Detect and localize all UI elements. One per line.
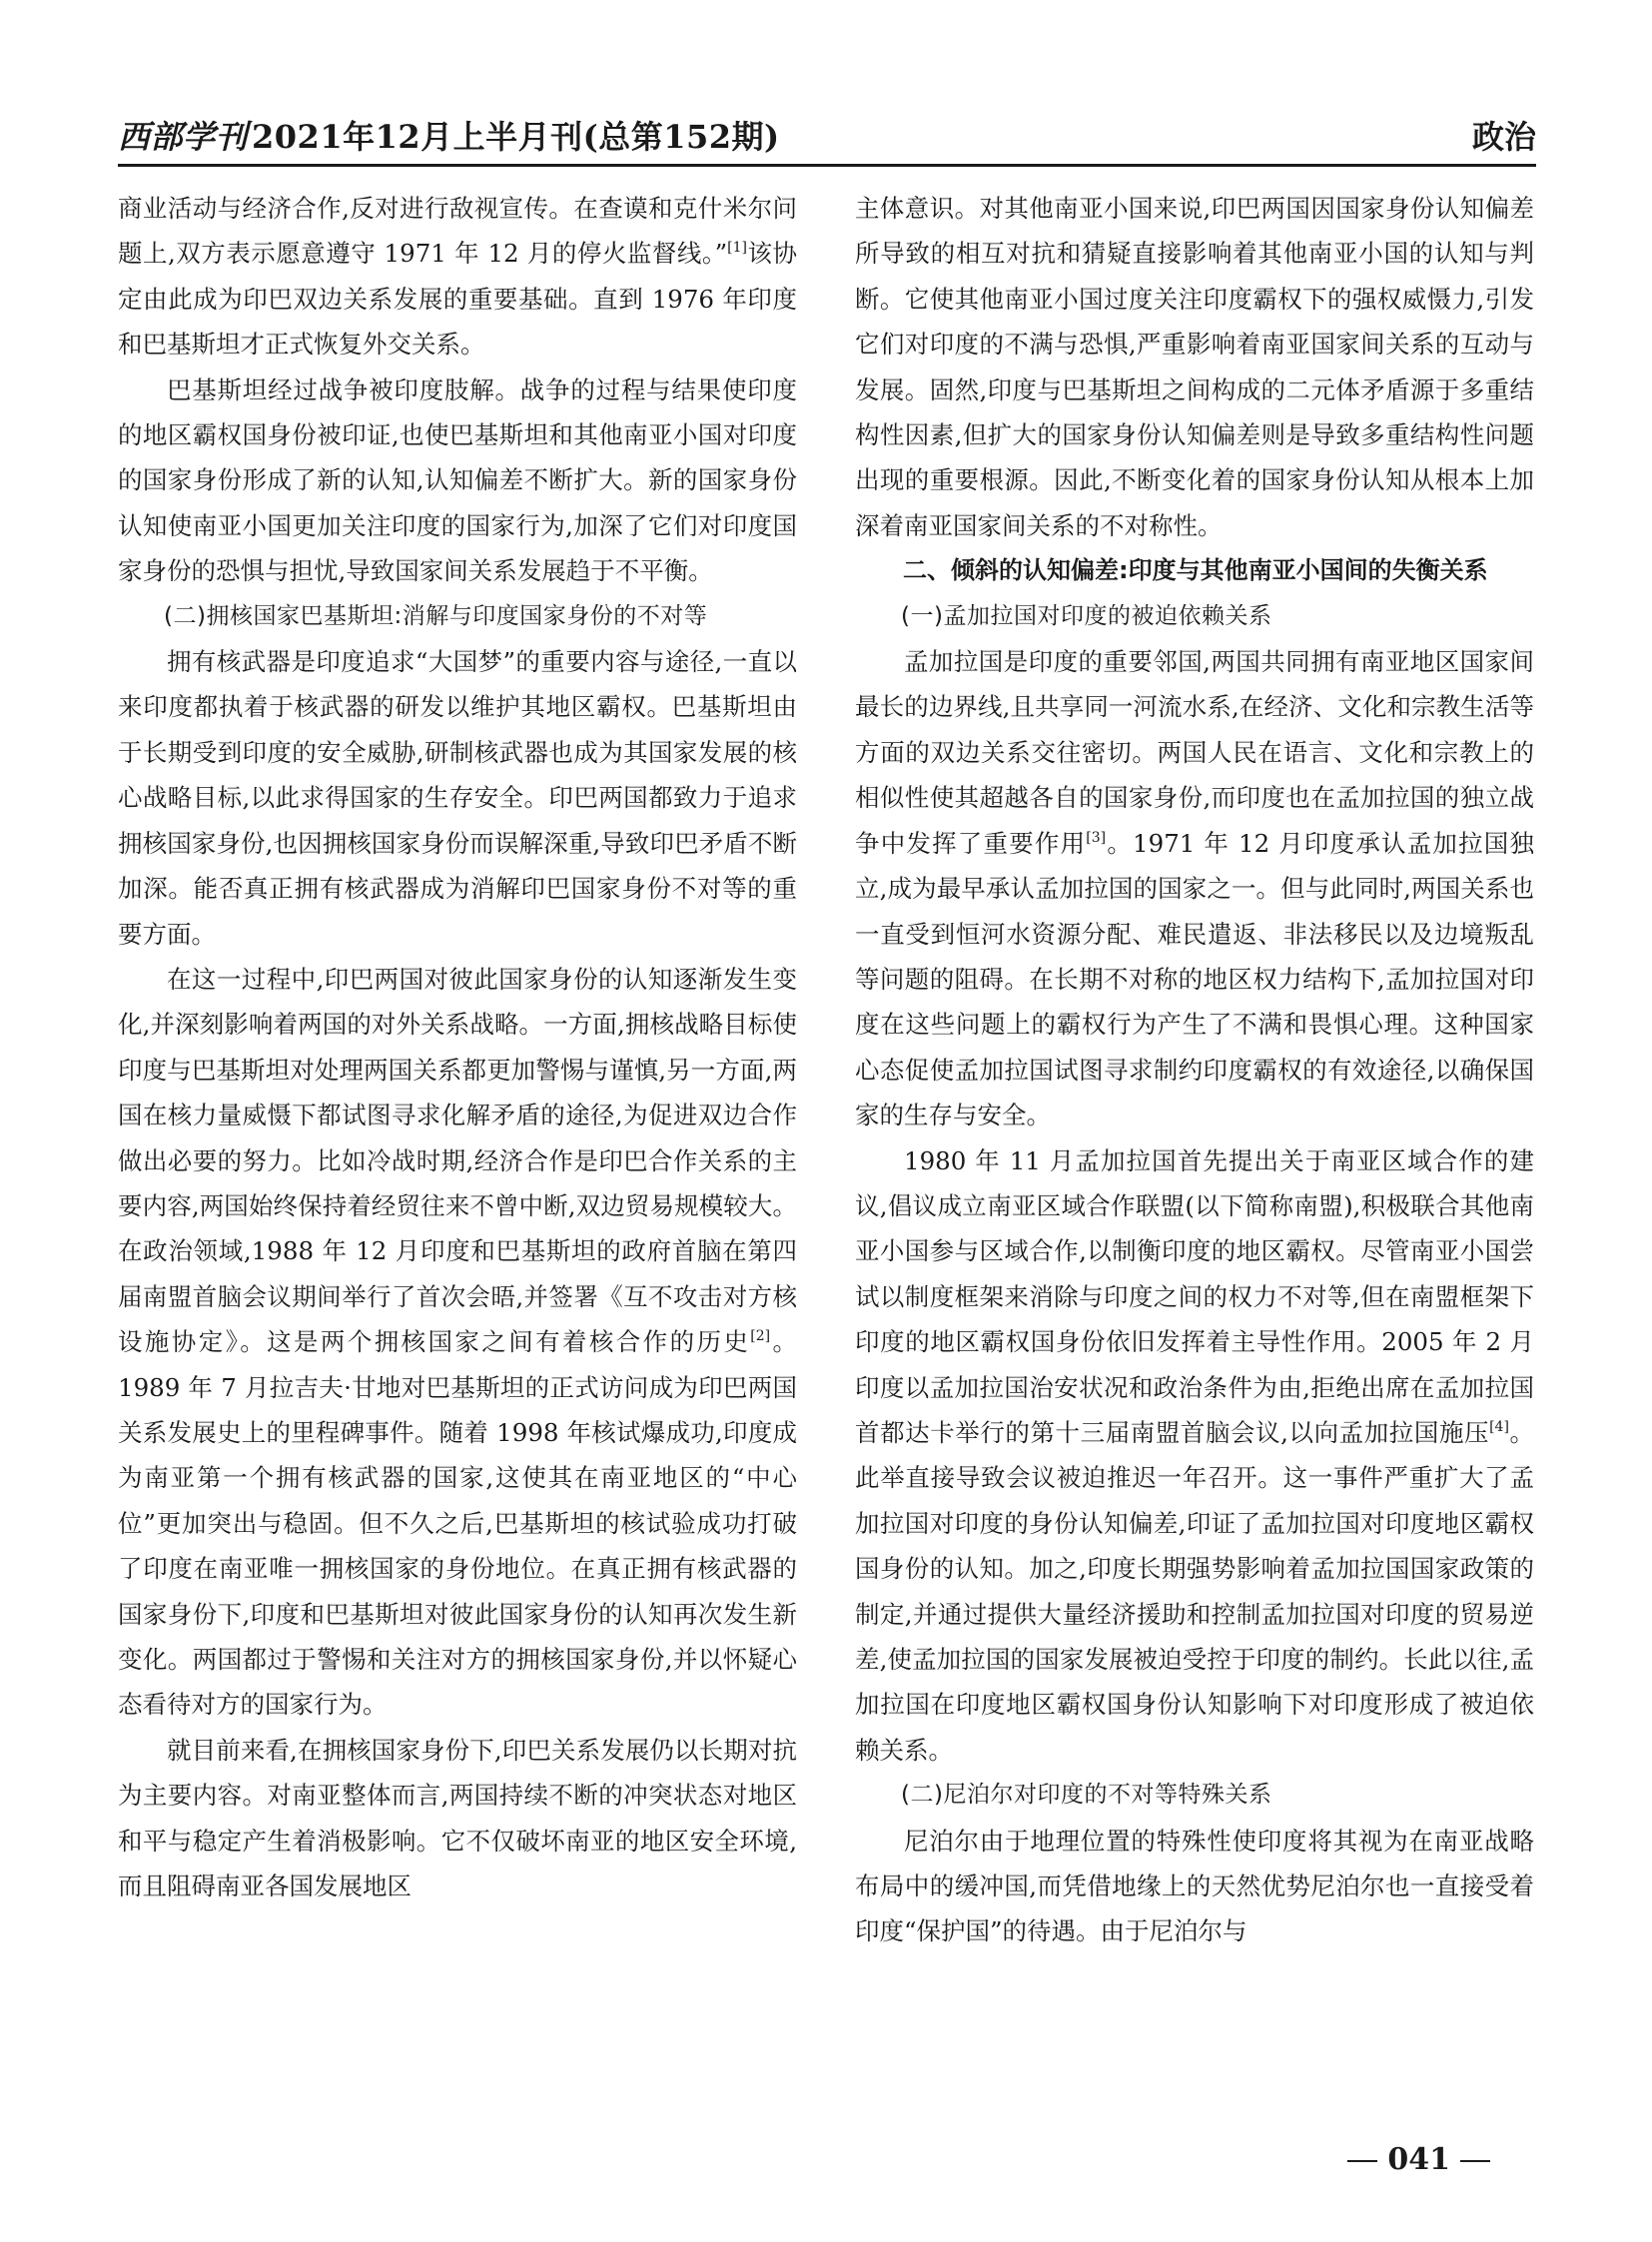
paragraph-text: 。1989 年 7 月拉吉夫·甘地对巴基斯坦的正式访问成为印巴两国关系发展史上的里程碑事件。随着 1998 年核试爆成功,印度成为南亚第一个拥有核武器的国家,这使其在南亚地区的“中心位”更加突出与稳固。但不久之后,巴基斯坦的核试验成功打破了印度在南亚唯一拥核国家的身份地位。在真正拥有核武器的国家身份下,印度和巴基斯坦对彼此国家身份的认知再次发生新变化。两国都过于警惕和关注对方的拥核国家身份,并以怀疑心态看待对方的国家行为。 [118, 1327, 798, 1720]
paragraph-text: 主体意识。对其他南亚小国来说,印巴两国因国家身份认知偏差所导致的相互对抗和猜疑直接影响着其他南亚小国的认知与判断。它使其他南亚小国过度关注印度霸权下的强权威慑力,引发它们对印度的不满与恐惧,严重影响着南亚国家间关系的互动与发展。固然,印度与巴基斯坦之间构成的二元体矛盾源于多重结构性因素,但扩大的国家身份认知偏差则是导致多重结构性问题出现的重要根源。因此,不断变化着的国家身份认知从根本上加深着南亚国家间关系的不对称性。 [855, 194, 1534, 540]
page-footer [1337, 2142, 1500, 2177]
paragraph-text: 该协定由此成为印巴双边关系发展的重要基础。直到 1976 年印度和巴基斯坦才正式恢复外交关系。 [118, 239, 797, 360]
journal-logo: 西部学刊 [118, 118, 249, 156]
section-heading [855, 548, 1534, 593]
paragraph [855, 186, 1534, 548]
paragraph-text: 。1971 年 12 月印度承认孟加拉国独立,成为最早承认孟加拉国的国家之一。但与此同时,两国关系也一直受到恒河水资源分配、难民遣返、非法移民以及边境叛乱等问题的阻碍。在长期不对称的地区权力结构下,孟加拉国对印度在这些问题上的霸权行为产生了不满和畏惧心理。这种国家心态促使孟加拉国试图寻求制约印度霸权的有效途径,以确保国家的生存与安全。 [855, 828, 1535, 1130]
paragraph-text: 拥有核武器是印度追求“大国梦”的重要内容与途径,一直以来印度都执着于核武器的研发以维护其地区霸权。巴基斯坦由于长期受到印度的安全威胁,研制核武器也成为其国家发展的核心战略目标,以此求得国家的生存安全。印巴两国都致力于追求拥核国家身份,也因拥核国家身份而误解深重,导致印巴矛盾不断加深。能否真正拥有核武器成为消解印巴国家身份不对等的重要方面。 [118, 647, 797, 949]
citation-ref: [1] [727, 240, 747, 257]
paragraph-text: 就目前来看,在拥核国家身份下,印巴关系发展仍以长期对抗为主要内容。对南亚整体而言,两国持续不断的冲突状态对地区和平与稳定产生着消极影响。它不仅破坏南亚的地区安全环境,而且阻碍南亚各国发展地区 [118, 1735, 797, 1901]
paragraph [118, 957, 797, 1728]
paragraph-text: 巴基斯坦经过战争被印度肢解。战争的过程与结果使印度的地区霸权国身份被印证,也使巴基斯坦和其他南亚小国对印度的国家身份形成了新的认知,认知偏差不断扩大。新的国家身份认知使南亚小国更加关注印度的国家行为,加深了它们对印度国家身份的恐惧与担忧,导致国家间关系发展趋于不平衡。 [118, 374, 797, 586]
paragraph [855, 639, 1534, 1137]
section-heading [118, 594, 797, 639]
paragraph-text: (二)拥核国家巴基斯坦:消解与印度国家身份的不对等 [164, 602, 708, 629]
paragraph [118, 368, 797, 594]
header-rule [118, 164, 1536, 167]
paragraph-text: 1980 年 11 月孟加拉国首先提出关于南亚区域合作的建议,倡议成立南亚区域合作联盟(以下简称南盟),积极联合其他南亚小国参与区域合作,以制衡印度的地区霸权。尽管南亚小国尝试以制度框架来消除与印度之间的权力不对等,但在南盟框架下印度的地区霸权国身份依旧发挥着主导性作用。2005 年 2 月印度以孟加拉国治安状况和政治条件为由,拒绝出席在孟加拉国首都达卡举行的第十三届南盟首脑会议,以向孟加拉国施压 [855, 1145, 1534, 1447]
paragraph [855, 1138, 1534, 1774]
citation-ref: [3] [1086, 829, 1107, 846]
left-column [118, 186, 797, 1908]
paragraph-text: 二、倾斜的认知偏差:印度与其他南亚小国间的失衡关系 [903, 556, 1488, 585]
paragraph-text: (二)尼泊尔对印度的不对等特殊关系 [901, 1782, 1272, 1809]
paragraph-text: 商业活动与经济合作,反对进行敌视宣传。在查谟和克什米尔问题上,双方表示愿意遵守 1971 年 12 月的停火监督线。” [118, 194, 797, 269]
paragraph-text: 在这一过程中,印巴两国对彼此国家身份的认知逐渐发生变化,并深刻影响着两国的对外关系战略。一方面,拥核战略目标使印度与巴基斯坦对处理两国关系都更加警惕与谨慎,另一方面,两国在核力量威慑下都试图寻求化解矛盾的途径,为促进双边合作做出必要的努力。比如冷战时期,经济合作是印巴合作关系的主要内容,两国始终保持着经贸往来不曾中断,双边贸易规模较大。在政治领域,1988 年 12 月印度和巴基斯坦的政府首脑在第四届南盟首脑会议期间举行了首次会晤,并签署《互不攻击对方核设施协定》。这是两个拥核国家之间有着核合作的历史 [118, 964, 797, 1357]
running-header [118, 112, 1536, 158]
paragraph-text: 尼泊尔由于地理位置的特殊性使印度将其视为在南亚战略布局中的缓冲国,而凭借地缘上的天然优势尼泊尔也一直接受着印度“保护国”的待遇。由于尼泊尔与 [855, 1826, 1534, 1946]
citation-ref: [2] [750, 1328, 771, 1345]
paragraph-text: 孟加拉国是印度的重要邻国,两国共同拥有南亚地区国家间最长的边界线,且共享同一河流水系,在经济、文化和宗教生活等方面的双边关系交往密切。两国人民在语言、文化和宗教上的相似性使其超越各自的国家身份,而印度也在孟加拉国的独立战争中发挥了重要作用 [855, 647, 1534, 858]
dash-left [1347, 2160, 1377, 2162]
paragraph [118, 1728, 797, 1909]
page-number: 041 [1387, 2142, 1450, 2177]
paragraph-text: 。此举直接导致会议被迫推迟一年召开。这一事件严重扩大了孟加拉国对印度的身份认知偏差,印证了孟加拉国对印度地区霸权国身份的认知。加之,印度长期强势影响着孟加拉国国家政策的制定,并通过提供大量经济援助和控制孟加拉国对印度的贸易逆差,使孟加拉国的国家发展被迫受控于印度的制约。长此以往,孟加拉国在印度地区霸权国身份认知影响下对印度形成了被迫依赖关系。 [855, 1417, 1534, 1765]
citation-ref: [4] [1489, 1418, 1509, 1435]
paragraph [118, 186, 797, 368]
issue-info: 2021年12月上半月刊(总第152期) [252, 118, 780, 156]
paragraph [118, 639, 797, 957]
section-heading [855, 594, 1534, 639]
paragraph-text: (一)孟加拉国对印度的被迫依赖关系 [901, 602, 1272, 629]
section-label: 政治 [1471, 118, 1536, 156]
journal-issue-line [118, 112, 780, 158]
dash-right [1460, 2160, 1490, 2162]
paragraph [855, 1819, 1534, 1954]
section-heading [855, 1773, 1534, 1818]
right-column [855, 186, 1534, 1954]
